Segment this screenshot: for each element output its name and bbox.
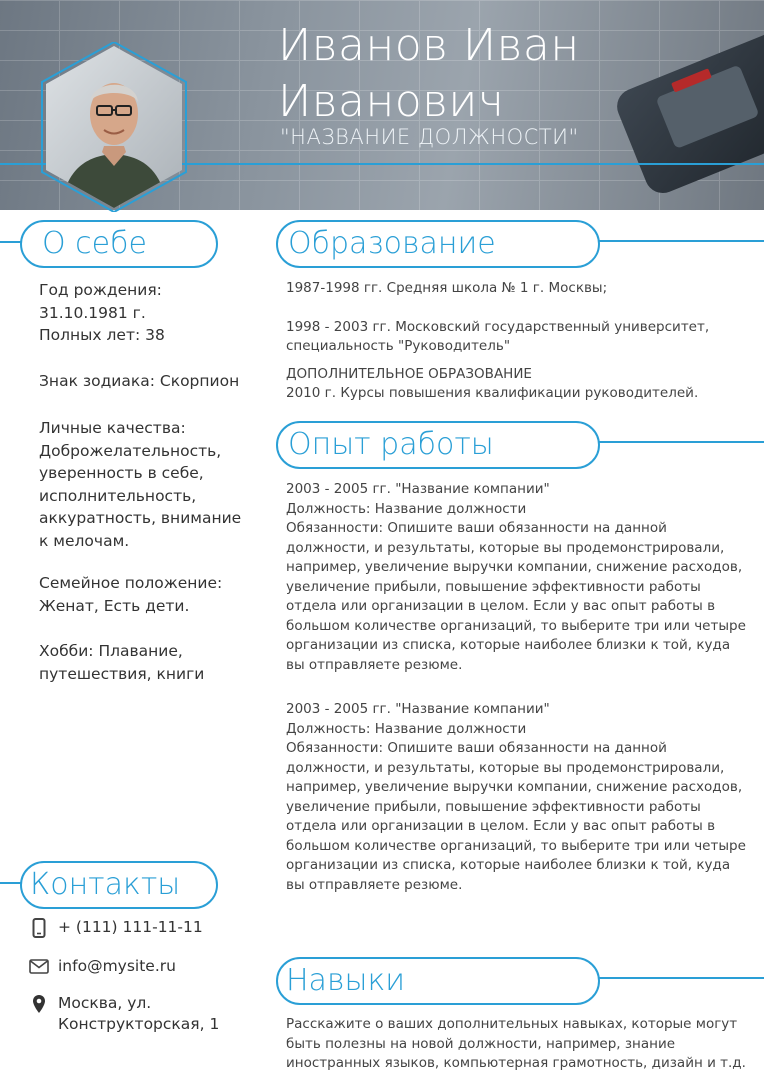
experience-period: 2003 - 2005 гг. "Название компании" [286, 701, 550, 717]
about-zodiac: Знак зодиака: Скорпион [39, 372, 240, 390]
phone-icon [28, 917, 50, 938]
experience-title-line [598, 441, 764, 443]
name-line-2: Иванович [278, 76, 505, 127]
education-item-1: 1987-1998 гг. Средняя школа № 1 г. Москвы; [286, 280, 608, 296]
skills-text: Расскажите о ваших дополнительных навыках, которые могут быть полезны на новой должности, например, знание иностранных языков, компьютерная грамотность, дизайн и т.д. [286, 1016, 746, 1071]
about-birth-date: Год рождения: 31.10.1981 г. [39, 281, 162, 322]
job-title: "НАЗВАНИЕ ДОЛЖНОСТИ" [280, 125, 579, 149]
contact-email [28, 956, 176, 977]
about-age: Полных лет: 38 [39, 326, 165, 344]
section-title-skills: Навыки [276, 957, 600, 1005]
skills-title-line [598, 977, 764, 979]
section-title-contacts: Контакты [20, 861, 218, 909]
profile-photo [40, 42, 188, 212]
experience-period: 2003 - 2005 гг. "Название компании" [286, 481, 550, 497]
contact-phone [28, 917, 203, 938]
education-item-2-line-2: специальность "Руководитель" [286, 338, 511, 354]
about-hobby: Хобби: Плавание, путешествия, книги [39, 642, 205, 683]
education-list [286, 279, 746, 404]
education-item-2-line-1: 1998 - 2003 гг. Московский государственный университет, [286, 318, 710, 335]
full-name [278, 18, 748, 130]
address [58, 993, 219, 1035]
address-line-1: Москва, ул. [58, 994, 152, 1012]
experience-duties: Обязанности: Опишите ваши обязанности на данной должности, и результаты, которые вы продемонстрировали, например, увеличение выручки компании, снижение расходов, увеличение прибыли, повышение эффективности работы отдела или организации в целом. Если у вас опыт работы в большом количестве организаций, то выберите три или четыре организации из списка, которые наиболее близки к той, куда вы отправляете резюме. [286, 740, 746, 893]
experience-position: Должность: Название должности [286, 500, 527, 517]
email-address: info@mysite.ru [58, 957, 176, 975]
contact-address [28, 993, 219, 1035]
address-line-2: Конструкторская, 1 [58, 1015, 220, 1033]
about-family: Семейное положение: Женат, Есть дети. [39, 574, 223, 615]
section-title-about: О себе [20, 220, 218, 268]
experience-position: Должность: Название должности [286, 720, 527, 737]
education-title-line [598, 240, 764, 242]
about-qualities: Личные качества: Доброжелательность, уверенность в себе, исполнительность, аккуратность, внимание к мелочам. [39, 419, 242, 550]
experience-entry-2 [286, 700, 746, 895]
experience-duties: Обязанности: Опишите ваши обязанности на данной должности, и результаты, которые вы продемонстрировали, например, увеличение выручки компании, снижение расходов, увеличение прибыли, повышение эффективности работы отдела или организации в целом. Если у вас опыт работы в большом количестве организаций, то выберите три или четыре организации из списка, которые наиболее близки к той, куда вы отправляете резюме. [286, 520, 746, 673]
location-pin-icon [28, 993, 50, 1014]
section-title-experience: Опыт работы [276, 421, 600, 469]
education-extra-item: 2010 г. Курсы повышения квалификации руководителей. [286, 385, 699, 401]
education-extra-heading: ДОПОЛНИТЕЛЬНОЕ ОБРАЗОВАНИЕ [286, 365, 532, 382]
experience-entry-1 [286, 480, 746, 675]
mail-icon [28, 956, 50, 974]
section-title-education: Образование [276, 220, 600, 268]
phone-number: + (111) 111-11-11 [58, 918, 203, 936]
name-line-1: Иванов Иван [278, 20, 580, 71]
